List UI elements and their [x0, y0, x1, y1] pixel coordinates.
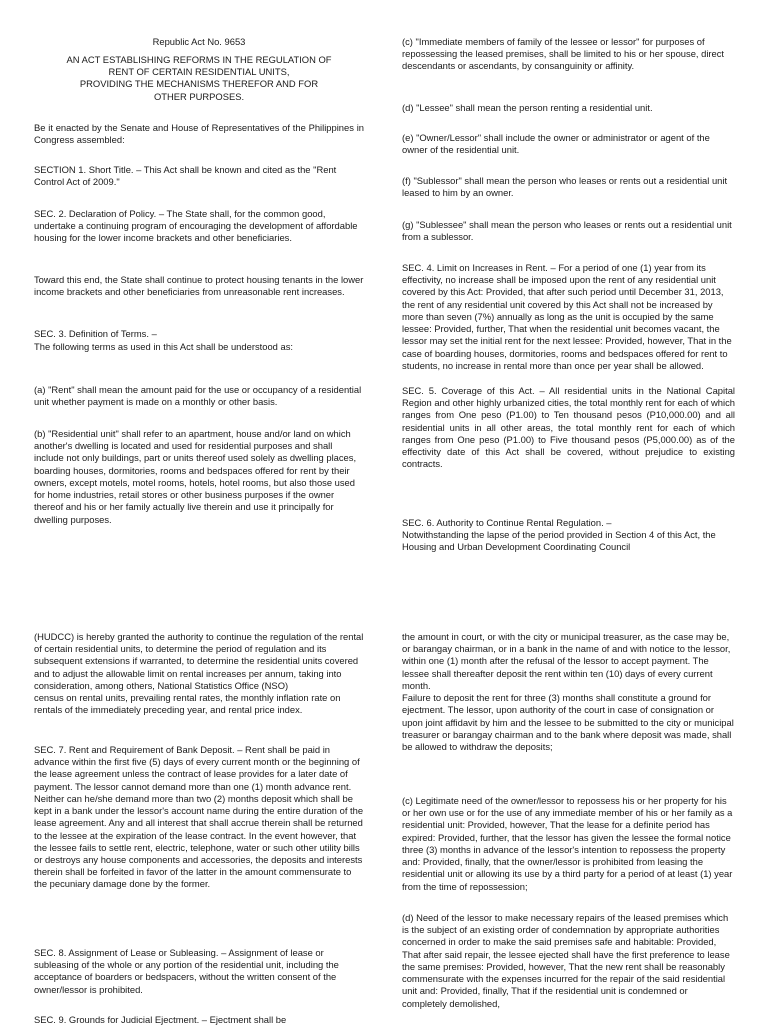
- section-2: SEC. 2. Declaration of Policy. – The State shall, for the common good, undertake a continuing program of encouraging the development of affordable housing for the lower income brackets and other beneficiaries.: [34, 208, 358, 244]
- section-6-continued: (HUDCC) is hereby granted the authority to continue the regulation of the rental of certain residential units, to determine the period of regulation and its subsequent extensions if warranted, to determine the residential units covered and to adjust the allowable limit on rental increases per annum, taking into consideration, among others, National Statistics Office (NSO) census on rental units, prevailing rental rates, the monthly inflation rate on rentals of the immediately preceding year, and rental price index.: [34, 631, 364, 716]
- section-5: SEC. 5. Coverage of this Act. – All residential units in the National Capital Region and other highly urbanized cities, the total monthly rent for each of which ranges from One peso (P1.00) to Ten thousand pesos (P10,000.00) and all residential units in all other areas, the total monthly rent for each of which ranges from One peso (P1.00) to Five thousand pesos (P5,000.00) as of the effectivity date of this Act shall be covered, without prejudice to existing contracts.: [402, 385, 736, 470]
- section-3-intro: The following terms as used in this Act shall be understood as:: [34, 341, 293, 352]
- ground-c: (c) Legitimate need of the owner/lessor to repossess his or her property for his or her own use or for the use of any immediate member of his or her family as a residential unit: Provided, however, That the lease for a definite period has expired: Provided, further, that the lessor has given the lessee the formal notice three (3) months in advance of the lessor's intention to repossess the property and: Provided, finally, that the owner/lessor is prohibited from leasing the residential unit or allowing its use by a third party for a period of at least (1) year from the time of repossession;: [402, 795, 733, 892]
- act-number: Republic Act No. 9653: [152, 36, 246, 47]
- section-2-continued: Toward this end, the State shall continue to protect housing tenants in the lower income brackets and other beneficiaries from unreasonable rent increases.: [34, 274, 364, 298]
- definition-d: (d) "Lessee" shall mean the person renting a residential unit.: [402, 102, 653, 113]
- definition-b: (b) "Residential unit" shall refer to an apartment, house and/or land on which another's dwelling is located and used for residential purposes and shall include not only buildings, part or units thereof used solely as dwelling places, boarding houses, dormitories, rooms and bedspaces offered for rent by their owners, except motels, motel rooms, hotels, hotel rooms, but also those used for home industries, retail stores or other business purposes if the owner thereof and his or her family actually live therein and use it principally for dwelling purposes.: [34, 428, 357, 525]
- section-6: SEC. 6. Authority to Continue Rental Regulation. – Notwithstanding the lapse of the period provided in Section 4 of this Act, the Housing and Urban Development Coordinating Council: [402, 517, 716, 553]
- section-3-heading: SEC. 3. Definition of Terms. –: [34, 328, 157, 339]
- definition-a: (a) "Rent" shall mean the amount paid for the use or occupancy of a residential unit whether payment is made on a monthly or other basis.: [34, 384, 362, 408]
- section-8: SEC. 8. Assignment of Lease or Subleasing. – Assignment of lease or subleasing of the whole or any portion of the residential unit, including the acceptance of boarders or bedspacers, without the written consent of the owner/lessor is prohibited.: [34, 947, 339, 995]
- section-9: SEC. 9. Grounds for Judicial Ejectment. – Ejectment shall be: [34, 1014, 287, 1025]
- definition-g: (g) "Sublessee" shall mean the person who leases or rents out a residential unit from a sublessor.: [402, 219, 732, 243]
- section-4: SEC. 4. Limit on Increases in Rent. – For a period of one (1) year from its effectivity, no increase shall be imposed upon the rent of any residential unit covered by this Act: Provided, that after such period until December 31, 2013, the rent of any residential unit covered by this Act shall not be increased by more than seven (7%) annually as long as the unit is occupied by the same lessee: Provided, further, That when the residential unit becomes vacant, the lessor may set the initial rent for the next lessee: Provided, however, That in the case of boarding houses, dormitories, rooms and bedspaces offered for rent to students, no increase in rental more than once per year shall be allowed.: [402, 262, 732, 371]
- definition-f: (f) "Sublessor" shall mean the person who leases or rents out a residential unit leased to him by an owner.: [402, 175, 728, 199]
- definition-e: (e) "Owner/Lessor" shall include the owner or administrator or agent of the owner of the residential unit.: [402, 132, 710, 156]
- consignation-paragraph: the amount in court, or with the city or municipal treasurer, as the case may be, or barangay chairman, or in a bank in the name of and with notice to the lessor, within one (1) month after the refusal of the lessor to accept payment. The lessee shall thereafter deposit the rent within ten (10) days of every current month. Failure to deposit the rent for three (3) months shall constitute a ground for ejectment. The lessor, upon authority of the court in case of consignation or upon joint affidavit by him and the lessee to be submitted to the city or municipal treasurer or barangay chairman and to the bank where deposit was made, shall be allowed to withdraw the deposits;: [402, 631, 734, 752]
- section-1: SECTION 1. Short Title. – This Act shall be known and cited as the "Rent Control Act of 2009.": [34, 164, 337, 188]
- enacting-clause: Be it enacted by the Senate and House of Representatives of the Philippines in Congress assembled:: [34, 122, 364, 146]
- ground-d: (d) Need of the lessor to make necessary repairs of the leased premises which is the subject of an existing order of condemnation by appropriate authorities concerned in order to make the said premises safe and habitable: Provided, That after said repair, the lessee ejected shall have the first preference to lease the same premises: Provided, however, That the new rent shall be reasonably commensurate with the expenses incurred for the repair of the said residential unit and: Provided, finally, That if the residential unit is condemned or completely demolished,: [402, 912, 730, 1009]
- section-7: SEC. 7. Rent and Requirement of Bank Deposit. – Rent shall be paid in advance within the first five (5) days of every current month or the beginning of the lease agreement unless the contract of lease provides for a later date of payment. The lessor cannot demand more than one (1) month advance rent. Neither can he/she demand more than two (2) months deposit which shall be kept in a bank under the lessor's account name during the entire duration of the lease agreement. Any and all interest that shall accrue therein shall be returned to the lessee at the expiration of the lease contract. In the event however, that the lessee fails to settle rent, electric, telephone, water or such other utility bills or destroys any house components and accessories, the deposits and interests therein shall be forfeited in favor of the latter in the amount commensurate to the pecuniary damage done by the former.: [34, 744, 364, 890]
- act-title: AN ACT ESTABLISHING REFORMS IN THE REGULATION OF RENT OF CERTAIN RESIDENTIAL UNITS, PROVIDING THE MECHANISMS THEREFOR AND FOR OTHER PURPOSES.: [66, 54, 332, 102]
- definition-c: (c) "Immediate members of family of the lessee or lessor" for purposes of repossessing the leased premises, shall be limited to his or her spouse, direct descendants or ascendants, by consanguinity or affinity.: [402, 36, 725, 72]
